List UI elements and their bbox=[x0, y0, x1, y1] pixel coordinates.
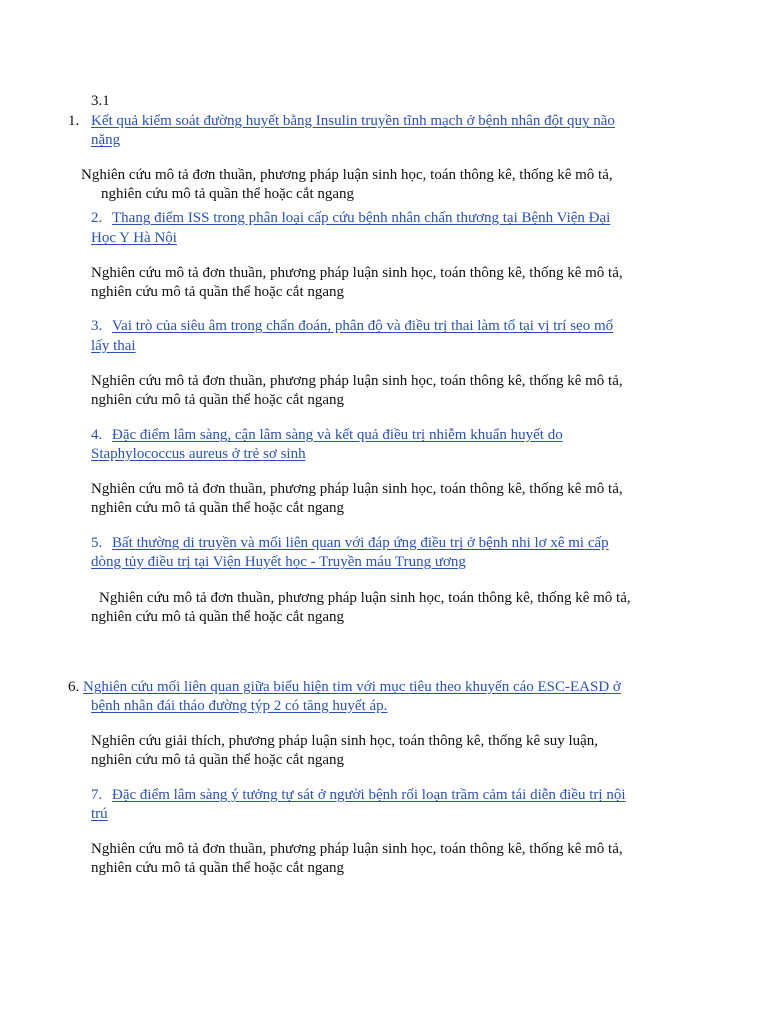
item-description: nghiên cứu mô tả quần thể hoặc cắt ngang bbox=[91, 500, 345, 516]
item-title-link[interactable]: Đặc điểm lâm sàng, cận lâm sàng và kết quả điều trị nhiễm khuẩn huyết do bbox=[112, 427, 563, 443]
item-number: 1. bbox=[68, 113, 80, 129]
item-description: nghiên cứu mô tả quần thể hoặc cắt ngang bbox=[91, 392, 345, 408]
item-title-link[interactable]: Staphylococcus aureus ở trẻ sơ sinh bbox=[91, 446, 306, 462]
item-title-link[interactable]: Nghiên cứu mối liên quan giữa biểu hiện tim với mục tiêu theo khuyến cáo ESC-EASD ở bbox=[83, 679, 621, 695]
item-title-link[interactable]: nặng bbox=[91, 132, 121, 148]
item-description: nghiên cứu mô tả quần thể hoặc cắt ngang bbox=[91, 860, 345, 876]
item-description: nghiên cứu mô tả quần thể hoặc cắt ngang bbox=[91, 752, 345, 768]
item-title-link[interactable]: Đặc điểm lâm sàng ý tưởng tự sát ở người bệnh rối loạn trầm cảm tái diễn điều trị nội bbox=[112, 787, 626, 803]
item-title-link[interactable]: Học Y Hà Nội bbox=[91, 230, 177, 246]
item-description: nghiên cứu mô tả quần thể hoặc cắt ngang bbox=[101, 186, 355, 202]
item-number: 3. bbox=[91, 318, 103, 334]
item-description: Nghiên cứu mô tả đơn thuần, phương pháp luận sinh học, toán thông kê, thống kê mô tả, bbox=[81, 167, 613, 183]
item-title-link[interactable]: dòng tủy điều trị tại Viện Huyết học - Truyền máu Trung ương bbox=[91, 554, 466, 570]
item-number: 7. bbox=[91, 787, 103, 803]
item-description: Nghiên cứu mô tả đơn thuần, phương pháp luận sinh học, toán thông kê, thống kê mô tả, bbox=[91, 481, 623, 497]
item-title-link[interactable]: Kết quả kiểm soát đường huyết bằng Insulin truyền tĩnh mạch ở bệnh nhân đột quỵ não bbox=[91, 113, 615, 129]
item-number: 2. bbox=[91, 210, 103, 226]
item-description: Nghiên cứu mô tả đơn thuần, phương pháp luận sinh học, toán thông kê, thống kê mô tả, bbox=[91, 841, 623, 857]
item-description: Nghiên cứu mô tả đơn thuần, phương pháp luận sinh học, toán thông kê, thống kê mô tả, bbox=[99, 590, 631, 606]
section-label: 3.1 bbox=[91, 93, 110, 109]
item-title-link[interactable]: bệnh nhân đái tháo đường týp 2 có tăng huyết áp. bbox=[91, 698, 388, 714]
item-number: 5. bbox=[91, 535, 103, 551]
item-number: 6. bbox=[68, 679, 80, 695]
item-number: 4. bbox=[91, 427, 103, 443]
item-description: Nghiên cứu mô tả đơn thuần, phương pháp luận sinh học, toán thông kê, thống kê mô tả, bbox=[91, 373, 623, 389]
item-title-link[interactable]: Bất thường di truyền và mối liên quan với đáp ứng điều trị ở bệnh nhi lơ xê mi cấp bbox=[112, 535, 609, 551]
item-title-link[interactable]: trú bbox=[91, 806, 108, 822]
item-description: nghiên cứu mô tả quần thể hoặc cắt ngang bbox=[91, 284, 345, 300]
item-title-link[interactable]: Vai trò của siêu âm trong chẩn đoán, phân độ và điều trị thai làm tổ tại vị trí sẹo mổ bbox=[112, 318, 614, 334]
item-title-link[interactable]: Thang điểm ISS trong phân loại cấp cứu bệnh nhân chấn thương tại Bệnh Viện Đại bbox=[112, 210, 611, 226]
item-title-link[interactable]: lấy thai bbox=[91, 338, 136, 354]
item-description: nghiên cứu mô tả quần thể hoặc cắt ngang bbox=[91, 609, 345, 625]
item-description: Nghiên cứu mô tả đơn thuần, phương pháp luận sinh học, toán thông kê, thống kê mô tả, bbox=[91, 265, 623, 281]
item-description: Nghiên cứu giải thích, phương pháp luận sinh học, toán thông kê, thống kê suy luận, bbox=[91, 733, 599, 749]
